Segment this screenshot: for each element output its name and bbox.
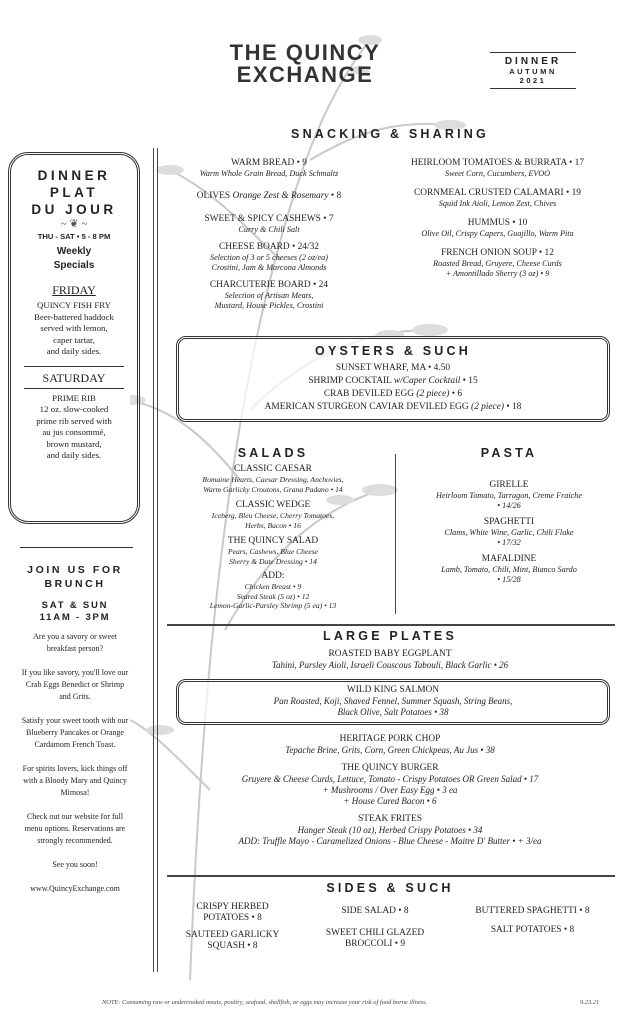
item-desc: Pears, Cashews, Blue Cheese <box>227 547 319 556</box>
item-desc: Heirloom Tomato, Tarragon, Creme Fraiche <box>435 491 583 500</box>
oysters-title: OYSTERS & SUCH <box>315 344 471 358</box>
sides-rule <box>167 875 615 877</box>
brand-line2: EXCHANGE <box>236 62 374 87</box>
saturday-line: and daily sides. <box>46 450 102 460</box>
oyster-item: SUNSET WHARF, MA • 4.50 <box>335 363 451 373</box>
brunch-panel <box>4 563 146 895</box>
item-desc: Clams, White Wine, Garlic, Chili Flake <box>444 528 574 537</box>
item-name: CLASSIC CAESAR <box>234 464 312 474</box>
item-name: WILD KING SALMON <box>346 685 440 695</box>
item-desc: Romaine Hearts, Caesar Dressing, Anchovies, <box>202 475 344 484</box>
salmon-box <box>176 679 610 725</box>
large-plates-title: LARGE PLATES <box>322 629 457 643</box>
friday-dish: QUINCY FISH FRY <box>37 300 111 310</box>
brunch-line: with a Bloody Mary and Quincy <box>23 776 127 785</box>
item-desc: Hanger Steak (10 oz), Herbed Crispy Potatoes • 34 <box>297 825 483 835</box>
item-desc: Sweet Corn, Cucumbers, EVOO <box>444 169 551 178</box>
item-desc: Herbs, Bacon • 16 <box>245 520 301 530</box>
item-desc: ADD: Truffle Mayo - Caramelized Onions - Blue Cheese - Maitre D' Butter • + 3/ea <box>238 836 542 846</box>
item-desc: • 17/32 <box>497 538 521 547</box>
side-item: SQUASH • 8 <box>207 941 258 951</box>
item-name: SWEET & SPICY CASHEWS • 7 <box>204 214 334 224</box>
saturday-line: brown mustard, <box>46 438 102 449</box>
item-desc: Lamb, Tomato, Chili, Mint, Bianco Sardo <box>441 565 577 574</box>
item-desc: Selection of Artisan Meats, <box>224 291 314 300</box>
item-desc: + Mushrooms / Over Easy Egg • 3 ea <box>322 785 458 795</box>
brunch-line: strongly recommended. <box>37 836 113 845</box>
edition-box <box>490 52 576 89</box>
item-name: SPAGHETTI <box>483 517 535 527</box>
plat-title-1: DINNER <box>37 168 111 183</box>
item-name: CHARCUTERIE BOARD • 24 <box>209 280 329 290</box>
saturday-special <box>11 393 137 462</box>
snacking-left <box>164 158 374 311</box>
item-name: GIRELLE <box>489 480 529 490</box>
item-name: MAFALDINE <box>481 554 537 564</box>
item-desc: • 15/28 <box>497 575 521 584</box>
brunch-line: Are you a savory or sweet <box>33 632 117 641</box>
salad-pasta-divider <box>395 454 396 614</box>
side-item: SALT POTATOES • 8 <box>490 925 575 935</box>
brunch-line: For spirits lovers, kick things off <box>22 764 128 773</box>
sides-col-3 <box>450 906 615 936</box>
large-plates-list <box>170 734 610 847</box>
pasta-section <box>404 446 614 585</box>
sides-col-2 <box>300 906 450 950</box>
brunch-hours: 11AM - 3PM <box>39 612 111 623</box>
sides-col-1 <box>170 902 295 952</box>
friday-heading: FRIDAY <box>52 283 96 297</box>
item-desc: + Amontillado Sherry (3 oz) • 9 <box>445 269 550 278</box>
oyster-item-crab: CRAB DEVILED EGG (2 piece) • 6 <box>323 389 463 399</box>
item-name: FRENCH ONION SOUP • 12 <box>441 248 554 258</box>
saturday-line: 12 oz. slow-cooked <box>39 404 109 414</box>
side-item: SWEET CHILI GLAZED <box>325 928 425 938</box>
item-desc: Selection of 3 or 5 cheeses (2 oz/ea) <box>209 253 328 262</box>
website-link[interactable]: www.QuincyExchange.com <box>30 884 120 893</box>
snacking-right <box>380 158 615 279</box>
item-desc: Curry & Chili Salt <box>238 225 300 234</box>
edition-season: AUTUMN <box>509 67 557 76</box>
saturday-dish: PRIME RIB <box>52 392 96 403</box>
oyster-item-caviar: AMERICAN STURGEON CAVIAR DEVILED EGG (2 piece) • 18 <box>264 402 522 412</box>
item-name: CHEESE BOARD • 24/32 <box>219 242 319 252</box>
item-olives: OLIVES Orange Zest & Rosemary • 8 <box>196 191 342 201</box>
plat-du-jour-box <box>8 152 140 524</box>
item-name: THE QUINCY SALAD <box>227 536 319 546</box>
item-desc: Warm Whole Grain Bread, Duck Schmaltz <box>199 169 339 178</box>
brunch-line: breakfast person? <box>46 644 104 653</box>
item-desc: Lemon-Garlic-Parsley Shrimp (5 ea) • 13 <box>209 601 337 610</box>
friday-special <box>11 300 137 358</box>
brand-logo <box>200 42 410 86</box>
plat-title-2: PLAT <box>49 185 99 200</box>
side-item: CRISPY HERBED <box>196 902 269 912</box>
plat-days: THU - SAT • 5 - 8 PM <box>37 232 111 241</box>
item-desc: Iceberg, Bleu Cheese, Cherry Tomatoes, <box>211 511 335 520</box>
brunch-line: If you like savory, you'll love our <box>21 668 129 677</box>
print-date: 9.23.21 <box>580 999 600 1006</box>
saturday-line: au jus consommé, <box>42 427 106 437</box>
item-name: HUMMUS • 10 <box>467 218 528 228</box>
item-desc: Black Olive, Salt Potatoes • 38 <box>337 707 449 717</box>
brunch-line: Check out our website for full <box>26 812 124 821</box>
item-name: ADD: <box>261 571 285 581</box>
plat-specials: Specials <box>53 260 95 271</box>
item-name: HERITAGE PORK CHOP <box>339 734 441 744</box>
item-desc: • 14/26 <box>497 501 521 510</box>
side-item: SAUTEED GARLICKY <box>185 930 280 940</box>
plat-title-3: DU JOUR <box>31 202 117 217</box>
side-item: BROCCOLI • 9 <box>344 939 406 949</box>
side-item: BUTTERED SPAGHETTI • 8 <box>475 906 590 916</box>
oyster-item-shrimp: SHRIMP COCKTAIL w/Caper Cocktail • 15 <box>308 376 478 386</box>
sides-title: SIDES & SUCH <box>326 881 454 895</box>
edition-year: 2021 <box>519 76 547 85</box>
brunch-signoff: See you soon! <box>52 860 98 869</box>
side-item: SIDE SALAD • 8 <box>341 906 409 916</box>
brunch-days: SAT & SUN <box>41 600 109 611</box>
item-desc: Tahini, Parsley Aioli, Israeli Couscous Tabouli, Black Garlic • 26 <box>271 660 509 670</box>
brunch-line: Crab Eggs Benedict or Shrimp <box>25 680 125 689</box>
brunch-line: menu options. Reservations are <box>24 824 126 833</box>
item-desc: Tepache Brine, Grits, Corn, Green Chickpeas, Au Jus • 38 <box>285 745 495 755</box>
food-safety-note: NOTE: Consuming raw or undercooked meats, poultry, seafood, shellfish, or eggs may increase your risk of food borne illness. <box>102 999 428 1006</box>
saturday-heading: SATURDAY <box>42 370 106 385</box>
item-name: STEAK FRITES <box>358 814 422 824</box>
side-item: POTATOES • 8 <box>203 913 262 923</box>
brunch-text <box>4 631 146 895</box>
brunch-line: Cardamom French Toast. <box>34 740 116 749</box>
item-desc: Squid Ink Aioli, Lemon Zest, Chives <box>438 199 557 208</box>
item-desc: + House Cured Bacon • 6 <box>343 796 437 806</box>
brunch-line: Blueberry Pancakes or Orange <box>26 728 124 737</box>
item-desc: Chicken Breast • 9 <box>244 582 302 591</box>
ornament-icon: ~ ❦ ~ <box>60 218 88 230</box>
item-desc: Olive Oil, Crispy Capers, Guajillo, Warm Pita <box>421 229 574 238</box>
item-desc: Sherry & Date Dressing • 14 <box>229 556 317 566</box>
brunch-title-2: BRUNCH <box>44 578 106 590</box>
brunch-line: and Grits. <box>59 692 91 701</box>
item-name: WARM BREAD • 9 <box>231 158 307 168</box>
salads-section <box>168 446 378 611</box>
item-name: ROASTED BABY EGGPLANT <box>328 649 452 659</box>
friday-line: and daily sides. <box>46 346 102 356</box>
brunch-line: Satisfy your sweet tooth with our <box>21 716 129 725</box>
oysters-box <box>176 336 610 422</box>
brunch-line: Mimosa! <box>60 788 90 797</box>
eggplant-item <box>170 649 610 671</box>
salads-title: SALADS <box>237 446 309 460</box>
plat-weekly: Weekly <box>56 246 92 257</box>
brunch-title-1: JOIN US FOR <box>27 564 123 576</box>
item-name: HEIRLOOM TOMATOES & BURRATA • 17 <box>410 158 585 168</box>
item-desc: Pan Roasted, Koji, Shaved Fennel, Summer Squash, String Beans, <box>273 696 513 706</box>
edition-dinner: DINNER <box>504 56 562 67</box>
pasta-title: PASTA <box>480 446 538 460</box>
item-name: CORNMEAL CRUSTED CALAMARI • 19 <box>413 188 581 198</box>
friday-line: caper tartar, <box>53 334 95 345</box>
item-desc: Seared Steak (5 oz) • 12 <box>236 591 310 601</box>
item-desc: Mustard, House Pickles, Crostini <box>214 301 324 310</box>
snacking-title: SNACKING & SHARING <box>291 127 489 141</box>
item-desc: Gruyere & Cheese Curds, Lettuce, Tomato - Crispy Potatoes OR Green Salad • 17 <box>241 774 539 784</box>
friday-line: served with lemon, <box>40 323 108 333</box>
column-divider <box>157 148 158 972</box>
item-name: CLASSIC WEDGE <box>235 500 311 510</box>
brunch-divider <box>20 547 133 548</box>
item-desc: Roasted Bread, Gruyere, Cheese Curds <box>433 259 562 268</box>
friday-line: Beer-battered haddock <box>34 311 114 322</box>
item-desc: Crostini, Jam & Marcona Almonds <box>211 263 327 272</box>
column-divider <box>153 148 154 972</box>
brand-line1: THE QUINCY <box>229 40 381 65</box>
saturday-line: prime rib served with <box>36 415 112 426</box>
item-name: THE QUINCY BURGER <box>341 763 439 773</box>
large-plates-rule <box>167 624 615 626</box>
item-desc: Warm Garlicky Croutons, Grana Padano • 14 <box>203 484 343 494</box>
